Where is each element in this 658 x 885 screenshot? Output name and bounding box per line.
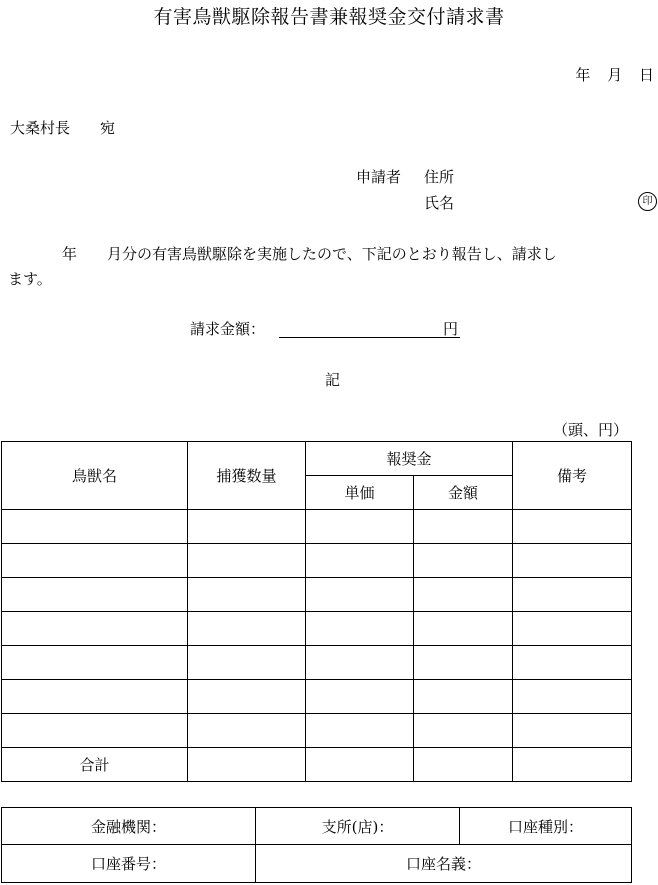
table-row xyxy=(2,646,632,680)
cell-unit-price[interactable] xyxy=(306,510,414,544)
table-row xyxy=(2,612,632,646)
cell-animal[interactable] xyxy=(2,612,188,646)
cell-amount[interactable] xyxy=(414,510,513,544)
header-reward: 報奨金 xyxy=(306,442,513,476)
date-line xyxy=(575,64,654,85)
cell-count[interactable] xyxy=(188,714,306,748)
total-amount[interactable] xyxy=(414,748,513,782)
header-unit-price: 単価 xyxy=(306,476,414,510)
cell-count[interactable] xyxy=(188,544,306,578)
addressee xyxy=(10,117,115,138)
bank-info-table xyxy=(1,807,632,883)
addressee-name: 大桑村長 xyxy=(10,119,71,137)
cell-count[interactable] xyxy=(188,680,306,714)
date-year: 年 xyxy=(575,66,591,84)
cell-count[interactable] xyxy=(188,612,306,646)
claim-label: 請求金額： xyxy=(190,320,266,338)
body-line1-text: 月分の有害鳥獣駆除を実施したので、下記のとおり報告し、請求し xyxy=(107,245,557,263)
header-count: 捕獲数量 xyxy=(188,442,306,510)
table-row xyxy=(2,714,632,748)
cell-unit-price[interactable] xyxy=(306,646,414,680)
cell-count[interactable] xyxy=(188,646,306,680)
cell-remarks[interactable] xyxy=(513,544,632,578)
table-row xyxy=(2,544,632,578)
document-title: 有害鳥獣駆除報告書兼報奨金交付請求書 xyxy=(153,6,505,28)
body-year: 年 xyxy=(62,245,78,263)
cell-amount[interactable] xyxy=(414,612,513,646)
total-row xyxy=(2,748,632,782)
cell-remarks[interactable] xyxy=(513,646,632,680)
cell-remarks[interactable] xyxy=(513,578,632,612)
addressee-suffix: 宛 xyxy=(100,119,116,137)
cell-remarks[interactable] xyxy=(513,612,632,646)
report-table xyxy=(1,441,632,782)
total-count[interactable] xyxy=(188,748,306,782)
units-note: （頭、円） xyxy=(552,421,628,439)
bank-institution-field[interactable]: 金融機関： xyxy=(2,808,256,845)
cell-unit-price[interactable] xyxy=(306,714,414,748)
claim-unit: 円 xyxy=(443,320,459,338)
cell-unit-price[interactable] xyxy=(306,544,414,578)
cell-unit-price[interactable] xyxy=(306,612,414,646)
bank-account-type-field[interactable]: 口座種別： xyxy=(460,808,632,845)
date-month: 月 xyxy=(607,66,623,84)
cell-count[interactable] xyxy=(188,510,306,544)
table-row xyxy=(2,680,632,714)
body-text-line1 xyxy=(62,243,557,264)
bank-branch-field[interactable]: 支所(店)： xyxy=(256,808,460,845)
cell-amount[interactable] xyxy=(414,646,513,680)
cell-remarks[interactable] xyxy=(513,714,632,748)
header-remarks: 備考 xyxy=(513,442,632,510)
header-amount: 金額 xyxy=(414,476,513,510)
cell-amount[interactable] xyxy=(414,578,513,612)
bank-account-number-field[interactable]: 口座番号： xyxy=(2,845,256,883)
table-row xyxy=(2,578,632,612)
cell-animal[interactable] xyxy=(2,578,188,612)
cell-animal[interactable] xyxy=(2,714,188,748)
cell-animal[interactable] xyxy=(2,646,188,680)
cell-unit-price[interactable] xyxy=(306,578,414,612)
cell-unit-price[interactable] xyxy=(306,680,414,714)
table-row xyxy=(2,510,632,544)
applicant-address-label: 住所 xyxy=(424,168,455,186)
cell-count[interactable] xyxy=(188,578,306,612)
cell-remarks[interactable] xyxy=(513,510,632,544)
total-remarks[interactable] xyxy=(513,748,632,782)
date-day: 日 xyxy=(638,66,654,84)
total-label: 合計 xyxy=(2,748,188,782)
cell-animal[interactable] xyxy=(2,544,188,578)
seal-mark: 印 xyxy=(638,192,657,211)
body-text-line2: ます。 xyxy=(8,270,52,288)
cell-remarks[interactable] xyxy=(513,680,632,714)
cell-animal[interactable] xyxy=(2,510,188,544)
applicant-label: 申請者 xyxy=(356,168,402,186)
applicant-name-label: 氏名 xyxy=(424,194,455,212)
bank-account-holder-field[interactable]: 口座名義： xyxy=(256,845,632,883)
cell-amount[interactable] xyxy=(414,714,513,748)
total-unit-price[interactable] xyxy=(306,748,414,782)
cell-animal[interactable] xyxy=(2,680,188,714)
cell-amount[interactable] xyxy=(414,680,513,714)
header-animal: 鳥獣名 xyxy=(2,442,188,510)
cell-amount[interactable] xyxy=(414,544,513,578)
claim-amount-line xyxy=(279,337,460,338)
ki-heading: 記 xyxy=(325,371,341,389)
